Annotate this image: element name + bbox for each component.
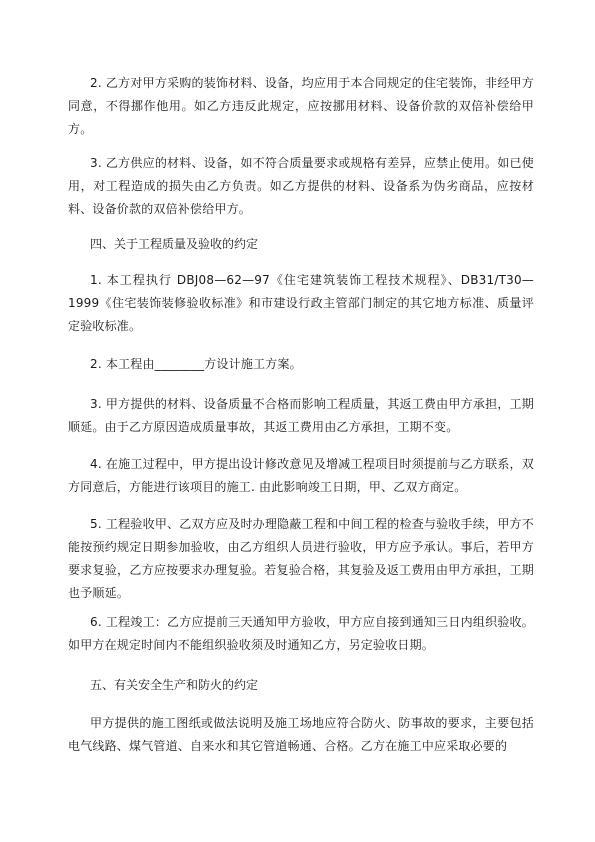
clause-1-standards: 1. 本工程执行 DBJ08—62—97《住宅建筑装饰工程技术规程》、DB31/T30—1999《住宅装饰装修验收标准》和市建设行政主管部门制定的其它地方标准、质量评定验收标准。 xyxy=(68,273,534,333)
section-heading-safety-fire: 五、有关安全生产和防火的约定 xyxy=(90,678,259,692)
clause-6-completion: 6. 工程竣工：乙方应提前三天通知甲方验收，甲方应自接到通知三日内组织验收。如甲方在规定时间内不能组织验收须及时通知乙方，另定验收日期。 xyxy=(68,615,534,652)
section-heading-quality-acceptance: 四、关于工程质量及验收的约定 xyxy=(90,237,259,251)
clause-2-materials-usage: 2. 乙方对甲方采购的装饰材料、设备，均应用于本合同规定的住宅装饰，非经甲方同意，不得挪作他用。如乙方违反此规定，应按挪用材料、设备价款的双倍补偿给甲方。 xyxy=(68,76,534,136)
clause-2-design-party: 2. 本工程由________方设计施工方案。 xyxy=(90,357,302,371)
safety-paragraph: 甲方提供的施工图纸或做法说明及施工场地应符合防火、防事故的要求，主要包括电气线路、煤气管道、自来水和其它管道畅通、合格。乙方在施工中应采取必要的 xyxy=(68,716,534,753)
clause-5-acceptance: 5. 工程验收甲、乙双方应及时办理隐蔽工程和中间工程的检查与验收手续，甲方不能按预约规定日期参加验收，由乙方组织人员进行验收，甲方应予承认。事后，若甲方要求复验，乙方应按要求办理复验。若复验合格，其复验及返工费用由甲方承担，工期也予顺延。 xyxy=(68,517,534,600)
clause-3-rework-costs: 3. 甲方提供的材料、设备质量不合格而影响工程质量，其返工费由甲方承担，工期顺延。由于乙方原因造成质量事故，其返工费用由乙方承担，工期不变。 xyxy=(68,397,534,434)
clause-3-materials-quality: 3. 乙方供应的材料、设备，如不符合质量要求或规格有差异，应禁止使用。如已使用，对工程造成的损失由乙方负责。如乙方提供的材料、设备系为伪劣商品，应按材料、设备价款的双倍补偿给甲方。 xyxy=(68,156,534,216)
clause-4-design-changes: 4. 在施工过程中，甲方提出设计修改意见及增减工程项目时须提前与乙方联系，双方同意后，方能进行该项目的施工. 由此影响竣工日期，甲、乙双方商定。 xyxy=(68,457,534,494)
